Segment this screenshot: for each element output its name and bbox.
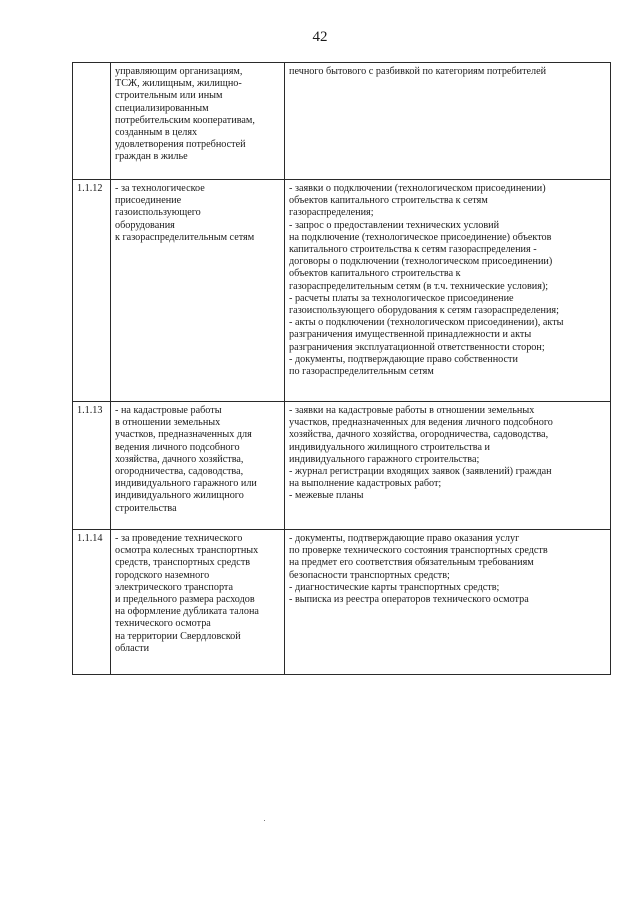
text-line: городского наземного — [115, 569, 210, 581]
text-line: участков, предназначенных для — [115, 429, 252, 441]
text-line: - на кадастровые работы — [115, 405, 222, 416]
text-line: - расчеты платы за технологическое присоединение — [289, 292, 514, 304]
text-line: по газораспределительным сетям — [289, 366, 434, 378]
text-line: оборудования — [115, 219, 175, 231]
text-line: - документы, подтверждающие право собственности — [289, 353, 518, 365]
text-line: капитального строительства к сетям газораспределения - — [289, 244, 537, 256]
text-line: огородничества, садоводства, — [115, 466, 244, 478]
text-line: специализированным — [115, 102, 209, 114]
row-number-cell: 1.1.12 — [73, 180, 111, 402]
text-line: договоры о подключении (технологическом присоединении) — [289, 256, 553, 268]
text-line: - акты о подключении (технологическом присоединении), акты — [289, 317, 564, 329]
text-line: хозяйства, дачного хозяйства, огородничества, садоводства, — [289, 429, 549, 441]
text-line: - диагностические карты транспортных средств; — [289, 581, 500, 593]
table-row — [73, 530, 611, 675]
text-line: индивидуального гаражного или — [115, 478, 257, 490]
text-line: - за технологическое — [115, 183, 205, 194]
text-line: граждан в жилье — [115, 151, 188, 163]
text-line: потребительским кооперативам, — [115, 114, 255, 126]
text-line: объектов капитального строительства к — [289, 268, 461, 280]
table-row — [73, 63, 611, 180]
text-line: и предельного размера расходов — [115, 594, 255, 606]
table-row — [73, 402, 611, 530]
text-line: - заявки на кадастровые работы в отношении земельных — [289, 405, 535, 416]
text-line: - запрос о предоставлении технических условий — [289, 219, 500, 231]
text-line: - межевые планы — [289, 490, 364, 502]
text-line: - заявки о подключении (технологическом присоединении) — [289, 183, 546, 194]
text-line: газоиспользующего — [115, 207, 201, 219]
text-line: газоиспользующего оборудования к сетям газораспределения; — [289, 305, 559, 317]
documents-cell — [285, 402, 611, 530]
text-line: удовлетворения потребностей — [115, 139, 246, 151]
text-line: индивидуального жилищного строительства и — [289, 441, 490, 453]
text-line: газораспределительным сетям (в т.ч. технические условия); — [289, 280, 549, 292]
text-line: разграничения эксплуатационной ответственности сторон; — [289, 341, 545, 353]
documents-cell — [285, 530, 611, 675]
page-number: 42 — [312, 29, 328, 45]
text-line: области — [115, 642, 150, 654]
table-body — [73, 63, 611, 675]
text-line: строительства — [115, 502, 177, 514]
row-number-cell: 1.1.14 — [73, 530, 111, 675]
text-line: технического осмотра — [115, 618, 211, 630]
text-line: - журнал регистрации входящих заявок (заявлений) граждан — [289, 466, 552, 478]
text-line: - за проведение технического — [115, 533, 243, 544]
text-line: созданным в целях — [115, 127, 198, 139]
text-line: на территории Свердловской — [115, 630, 241, 642]
text-line: управляющим организациям, — [115, 66, 243, 77]
text-line: на подключение (технологическое присоединение) объектов — [289, 231, 552, 243]
service-name-cell — [111, 180, 285, 402]
text-line: на оформление дубликата талона — [115, 606, 259, 618]
text-line: индивидуального гаражного строительства; — [289, 453, 480, 465]
text-line: объектов капитального строительства к сетям — [289, 195, 488, 207]
text-line: на предмет его соответствия обязательным требованиям — [289, 557, 534, 569]
text-line: средств, транспортных средств — [115, 557, 251, 569]
row-number-cell: 1.1.13 — [73, 402, 111, 530]
text-line: газораспределения; — [289, 207, 374, 219]
scan-speck — [264, 820, 265, 821]
text-line: на выполнение кадастровых работ; — [289, 478, 442, 490]
text-line: в отношении земельных — [115, 417, 221, 429]
text-line: - выписка из реестра операторов технического осмотра — [289, 594, 529, 606]
text-line: ТСЖ, жилищным, жилищно- — [115, 78, 242, 90]
table-row — [73, 180, 611, 402]
service-name-cell — [111, 63, 285, 180]
text-line: индивидуального жилищного — [115, 490, 244, 502]
row-number-cell — [73, 63, 111, 180]
text-line: хозяйства, дачного хозяйства, — [115, 453, 244, 465]
text-line: к газораспределительным сетям — [115, 231, 255, 243]
text-line: безопасности транспортных средств; — [289, 569, 450, 581]
service-name-cell — [111, 530, 285, 675]
text-line: осмотра колесных транспортных — [115, 545, 259, 557]
text-line: электрического транспорта — [115, 581, 234, 593]
tariff-documents-table — [72, 62, 611, 675]
text-line: строительным или иным — [115, 90, 223, 102]
text-line: по проверке технического состояния транспортных средств — [289, 545, 548, 557]
text-line: - документы, подтверждающие право оказания услуг — [289, 533, 520, 544]
text-line: разграничения имущественной принадлежности и акты — [289, 329, 532, 341]
documents-cell — [285, 63, 611, 180]
documents-cell — [285, 180, 611, 402]
text-line: печного бытового с разбивкой по категориям потребителей — [289, 66, 547, 77]
text-line: участков, предназначенных для ведения личного подсобного — [289, 417, 553, 429]
text-line: присоединение — [115, 195, 182, 207]
text-line: ведения личного подсобного — [115, 441, 240, 453]
service-name-cell — [111, 402, 285, 530]
